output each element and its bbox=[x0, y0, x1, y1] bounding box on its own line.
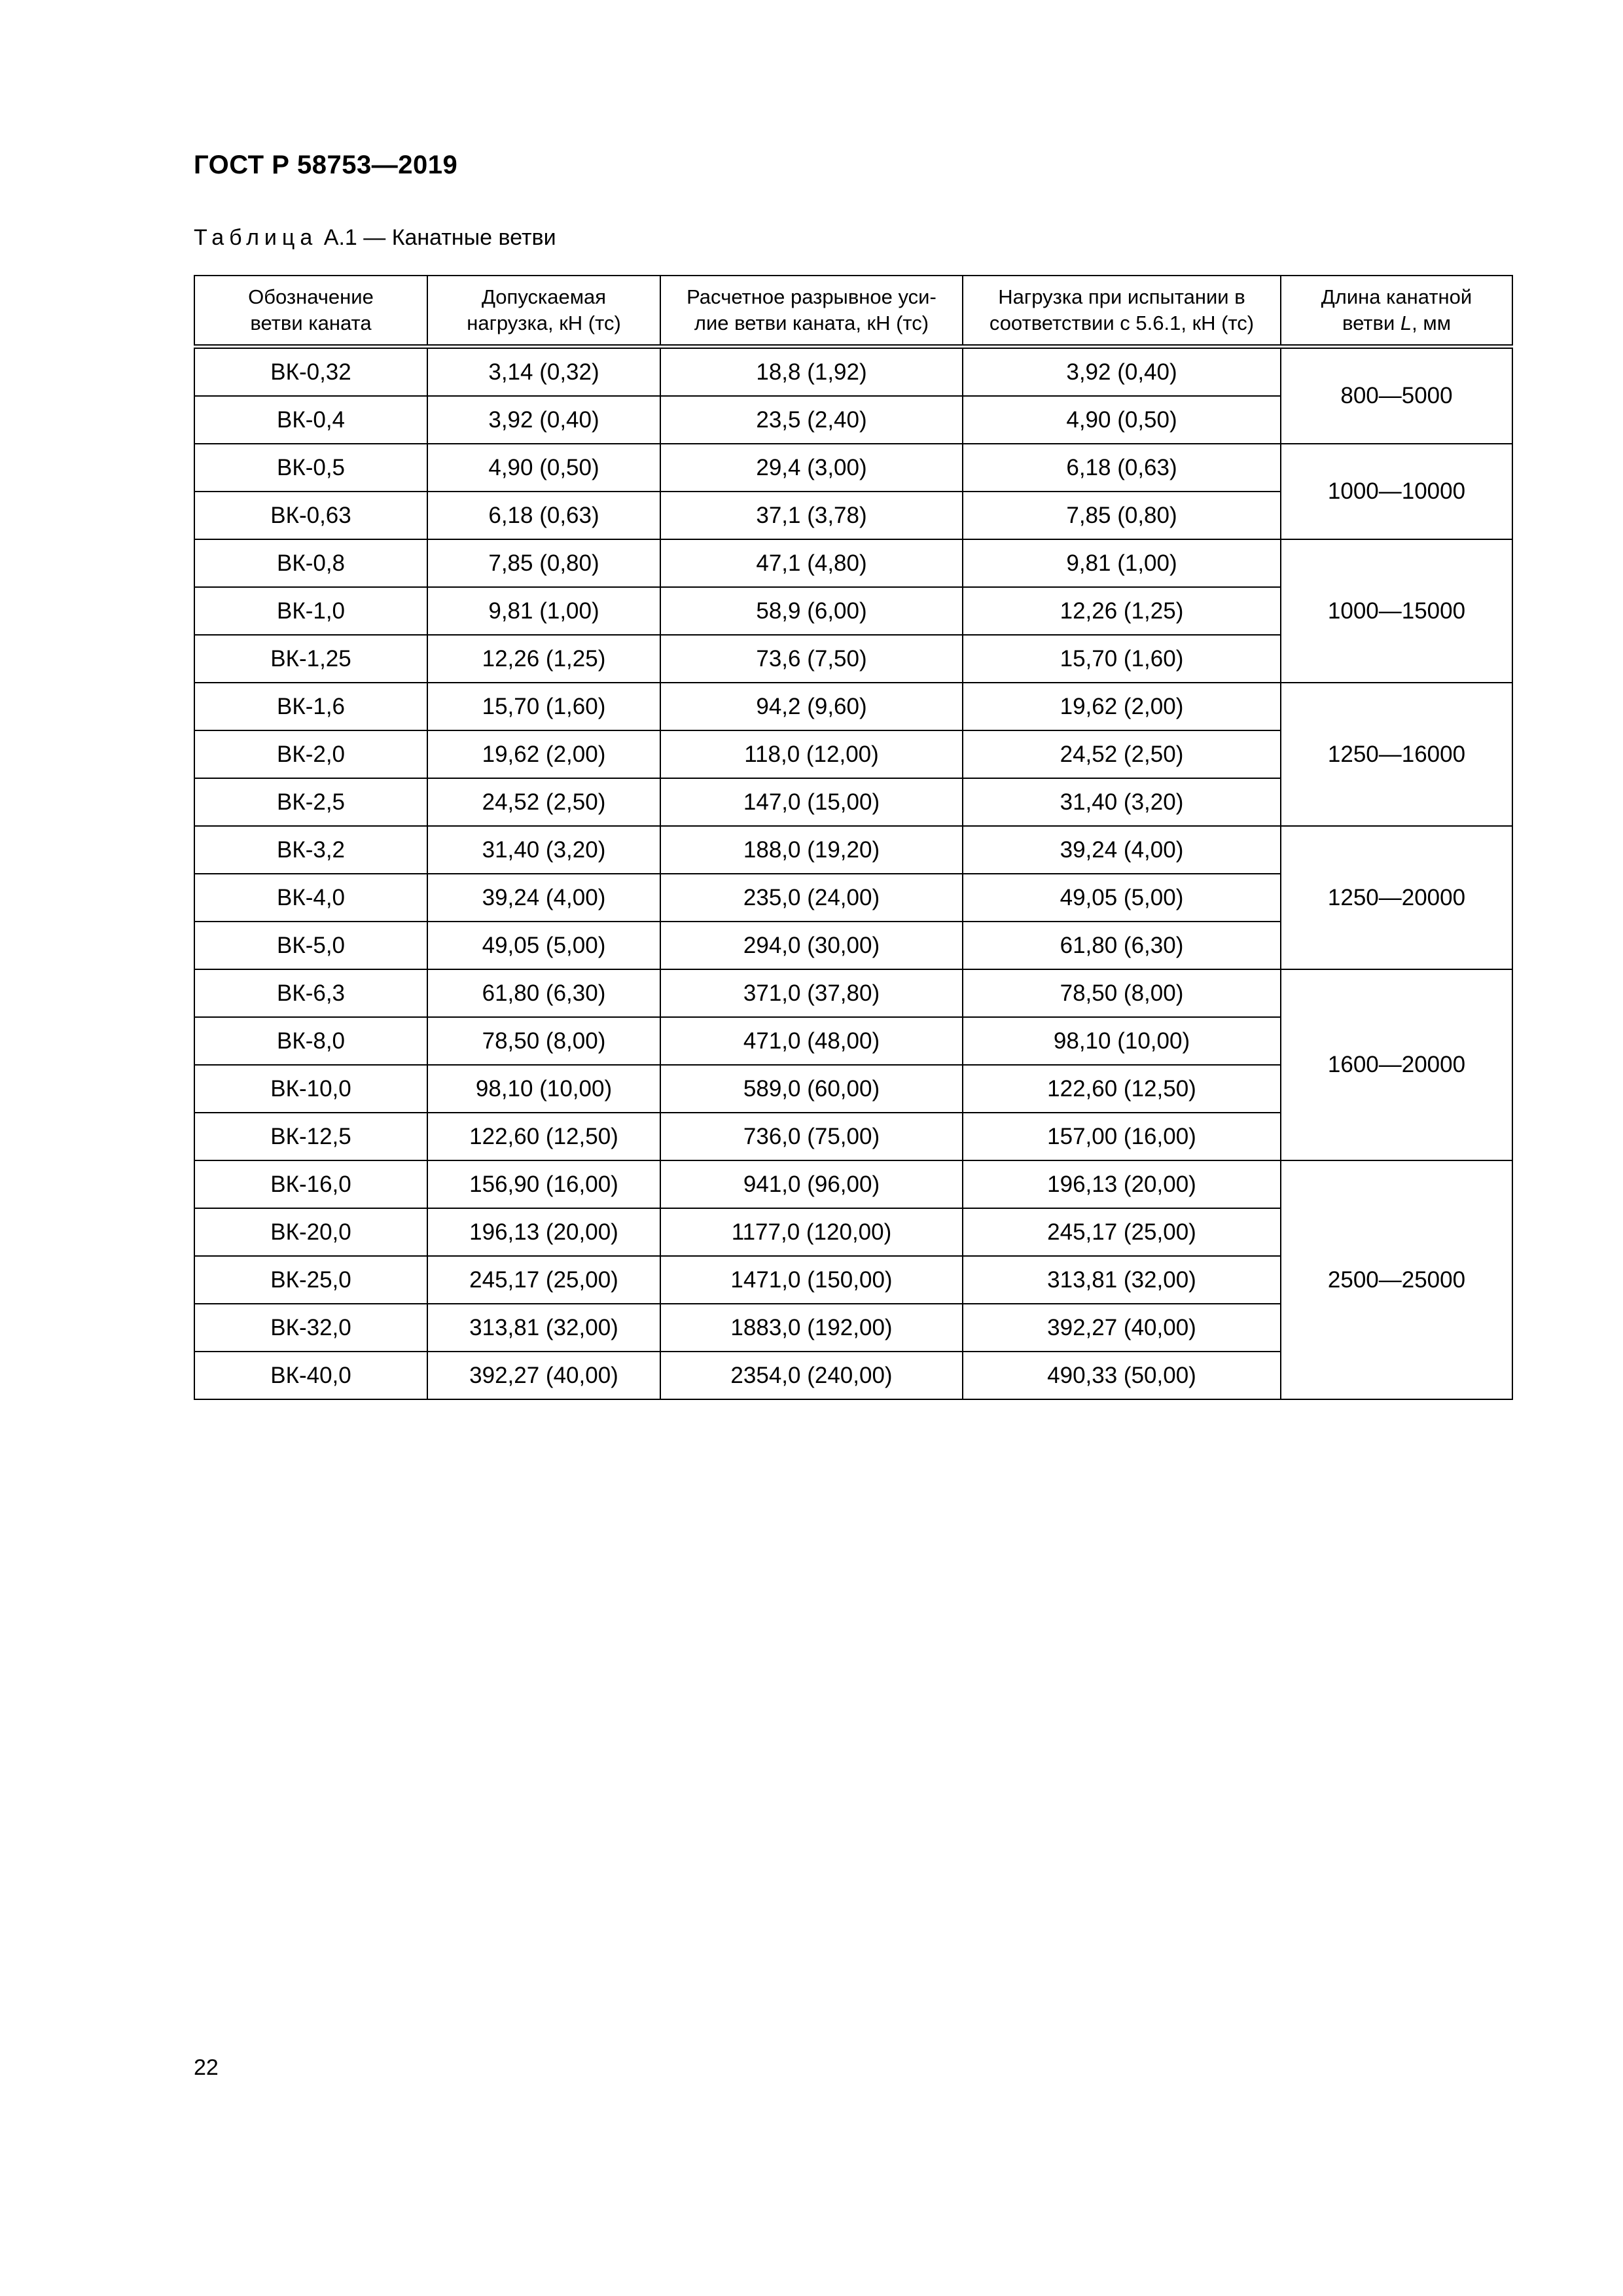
test-load-cell: 3,92 (0,40) bbox=[963, 347, 1281, 397]
breaking-force-cell: 94,2 (9,60) bbox=[660, 683, 963, 730]
permissible-load-cell: 196,13 (20,00) bbox=[427, 1208, 660, 1256]
permissible-load-cell: 6,18 (0,63) bbox=[427, 492, 660, 539]
permissible-load-cell: 313,81 (32,00) bbox=[427, 1304, 660, 1352]
permissible-load-cell: 61,80 (6,30) bbox=[427, 969, 660, 1017]
test-load-cell: 19,62 (2,00) bbox=[963, 683, 1281, 730]
test-load-cell: 490,33 (50,00) bbox=[963, 1352, 1281, 1399]
permissible-load-cell: 122,60 (12,50) bbox=[427, 1113, 660, 1160]
column-header-test-load: Нагрузка при испытании в соответствии с 5.6.1, кН (тс) bbox=[963, 276, 1281, 347]
breaking-force-cell: 73,6 (7,50) bbox=[660, 635, 963, 683]
designation-cell: ВК-0,8 bbox=[194, 539, 427, 587]
rope-branches-table bbox=[194, 275, 1513, 1400]
designation-cell: ВК-3,2 bbox=[194, 826, 427, 874]
breaking-force-cell: 294,0 (30,00) bbox=[660, 922, 963, 969]
test-load-cell: 98,10 (10,00) bbox=[963, 1017, 1281, 1065]
table-row bbox=[194, 444, 1512, 492]
column-header-designation: Обозначение ветви каната bbox=[194, 276, 427, 347]
column-header-permissible-load: Допускаемая нагрузка, кН (тс) bbox=[427, 276, 660, 347]
designation-cell: ВК-1,6 bbox=[194, 683, 427, 730]
length-range-cell: 2500—25000 bbox=[1281, 1160, 1512, 1399]
breaking-force-cell: 371,0 (37,80) bbox=[660, 969, 963, 1017]
designation-cell: ВК-1,25 bbox=[194, 635, 427, 683]
length-range-cell: 1000—10000 bbox=[1281, 444, 1512, 539]
table-caption-text: А.1 — Канатные ветви bbox=[323, 225, 556, 250]
breaking-force-cell: 58,9 (6,00) bbox=[660, 587, 963, 635]
test-load-cell: 4,90 (0,50) bbox=[963, 396, 1281, 444]
designation-cell: ВК-16,0 bbox=[194, 1160, 427, 1208]
table-row bbox=[194, 826, 1512, 874]
permissible-load-cell: 3,92 (0,40) bbox=[427, 396, 660, 444]
table-row bbox=[194, 969, 1512, 1017]
permissible-load-cell: 98,10 (10,00) bbox=[427, 1065, 660, 1113]
permissible-load-cell: 3,14 (0,32) bbox=[427, 347, 660, 397]
column-header-length: Длина канатной ветви L, мм bbox=[1281, 276, 1512, 347]
permissible-load-cell: 245,17 (25,00) bbox=[427, 1256, 660, 1304]
breaking-force-cell: 589,0 (60,00) bbox=[660, 1065, 963, 1113]
designation-cell: ВК-25,0 bbox=[194, 1256, 427, 1304]
breaking-force-cell: 29,4 (3,00) bbox=[660, 444, 963, 492]
permissible-load-cell: 12,26 (1,25) bbox=[427, 635, 660, 683]
test-load-cell: 15,70 (1,60) bbox=[963, 635, 1281, 683]
breaking-force-cell: 471,0 (48,00) bbox=[660, 1017, 963, 1065]
table-caption bbox=[194, 225, 556, 251]
permissible-load-cell: 7,85 (0,80) bbox=[427, 539, 660, 587]
test-load-cell: 61,80 (6,30) bbox=[963, 922, 1281, 969]
test-load-cell: 49,05 (5,00) bbox=[963, 874, 1281, 922]
permissible-load-cell: 4,90 (0,50) bbox=[427, 444, 660, 492]
test-load-cell: 122,60 (12,50) bbox=[963, 1065, 1281, 1113]
designation-cell: ВК-1,0 bbox=[194, 587, 427, 635]
table-header-row bbox=[194, 276, 1512, 347]
page-number: 22 bbox=[194, 2055, 219, 2080]
breaking-force-cell: 2354,0 (240,00) bbox=[660, 1352, 963, 1399]
designation-cell: ВК-20,0 bbox=[194, 1208, 427, 1256]
table-row bbox=[194, 1160, 1512, 1208]
length-range-cell: 1250—20000 bbox=[1281, 826, 1512, 969]
designation-cell: ВК-0,4 bbox=[194, 396, 427, 444]
test-load-cell: 9,81 (1,00) bbox=[963, 539, 1281, 587]
breaking-force-cell: 188,0 (19,20) bbox=[660, 826, 963, 874]
permissible-load-cell: 15,70 (1,60) bbox=[427, 683, 660, 730]
designation-cell: ВК-0,32 bbox=[194, 347, 427, 397]
table-row bbox=[194, 347, 1512, 397]
length-range-cell: 1250—16000 bbox=[1281, 683, 1512, 826]
permissible-load-cell: 9,81 (1,00) bbox=[427, 587, 660, 635]
designation-cell: ВК-5,0 bbox=[194, 922, 427, 969]
permissible-load-cell: 31,40 (3,20) bbox=[427, 826, 660, 874]
designation-cell: ВК-0,63 bbox=[194, 492, 427, 539]
test-load-cell: 12,26 (1,25) bbox=[963, 587, 1281, 635]
designation-cell: ВК-10,0 bbox=[194, 1065, 427, 1113]
table-row bbox=[194, 683, 1512, 730]
test-load-cell: 6,18 (0,63) bbox=[963, 444, 1281, 492]
test-load-cell: 196,13 (20,00) bbox=[963, 1160, 1281, 1208]
test-load-cell: 157,00 (16,00) bbox=[963, 1113, 1281, 1160]
designation-cell: ВК-2,5 bbox=[194, 778, 427, 826]
breaking-force-cell: 1883,0 (192,00) bbox=[660, 1304, 963, 1352]
breaking-force-cell: 37,1 (3,78) bbox=[660, 492, 963, 539]
permissible-load-cell: 39,24 (4,00) bbox=[427, 874, 660, 922]
test-load-cell: 7,85 (0,80) bbox=[963, 492, 1281, 539]
breaking-force-cell: 47,1 (4,80) bbox=[660, 539, 963, 587]
designation-cell: ВК-6,3 bbox=[194, 969, 427, 1017]
test-load-cell: 392,27 (40,00) bbox=[963, 1304, 1281, 1352]
permissible-load-cell: 49,05 (5,00) bbox=[427, 922, 660, 969]
breaking-force-cell: 23,5 (2,40) bbox=[660, 396, 963, 444]
designation-cell: ВК-8,0 bbox=[194, 1017, 427, 1065]
test-load-cell: 39,24 (4,00) bbox=[963, 826, 1281, 874]
designation-cell: ВК-4,0 bbox=[194, 874, 427, 922]
permissible-load-cell: 19,62 (2,00) bbox=[427, 730, 660, 778]
permissible-load-cell: 24,52 (2,50) bbox=[427, 778, 660, 826]
permissible-load-cell: 156,90 (16,00) bbox=[427, 1160, 660, 1208]
test-load-cell: 245,17 (25,00) bbox=[963, 1208, 1281, 1256]
designation-cell: ВК-32,0 bbox=[194, 1304, 427, 1352]
designation-cell: ВК-2,0 bbox=[194, 730, 427, 778]
breaking-force-cell: 118,0 (12,00) bbox=[660, 730, 963, 778]
table-caption-label: Таблица bbox=[194, 225, 318, 250]
designation-cell: ВК-12,5 bbox=[194, 1113, 427, 1160]
test-load-cell: 78,50 (8,00) bbox=[963, 969, 1281, 1017]
length-range-cell: 1600—20000 bbox=[1281, 969, 1512, 1160]
permissible-load-cell: 392,27 (40,00) bbox=[427, 1352, 660, 1399]
breaking-force-cell: 1471,0 (150,00) bbox=[660, 1256, 963, 1304]
breaking-force-cell: 1177,0 (120,00) bbox=[660, 1208, 963, 1256]
breaking-force-cell: 18,8 (1,92) bbox=[660, 347, 963, 397]
breaking-force-cell: 147,0 (15,00) bbox=[660, 778, 963, 826]
permissible-load-cell: 78,50 (8,00) bbox=[427, 1017, 660, 1065]
document-number: ГОСТ Р 58753—2019 bbox=[194, 151, 458, 179]
breaking-force-cell: 736,0 (75,00) bbox=[660, 1113, 963, 1160]
length-range-cell: 1000—15000 bbox=[1281, 539, 1512, 683]
designation-cell: ВК-0,5 bbox=[194, 444, 427, 492]
breaking-force-cell: 941,0 (96,00) bbox=[660, 1160, 963, 1208]
test-load-cell: 313,81 (32,00) bbox=[963, 1256, 1281, 1304]
test-load-cell: 31,40 (3,20) bbox=[963, 778, 1281, 826]
test-load-cell: 24,52 (2,50) bbox=[963, 730, 1281, 778]
breaking-force-cell: 235,0 (24,00) bbox=[660, 874, 963, 922]
table-row bbox=[194, 539, 1512, 587]
designation-cell: ВК-40,0 bbox=[194, 1352, 427, 1399]
column-header-breaking-force: Расчетное разрывное уси- лие ветви каната, кН (тс) bbox=[660, 276, 963, 347]
length-range-cell: 800—5000 bbox=[1281, 347, 1512, 444]
